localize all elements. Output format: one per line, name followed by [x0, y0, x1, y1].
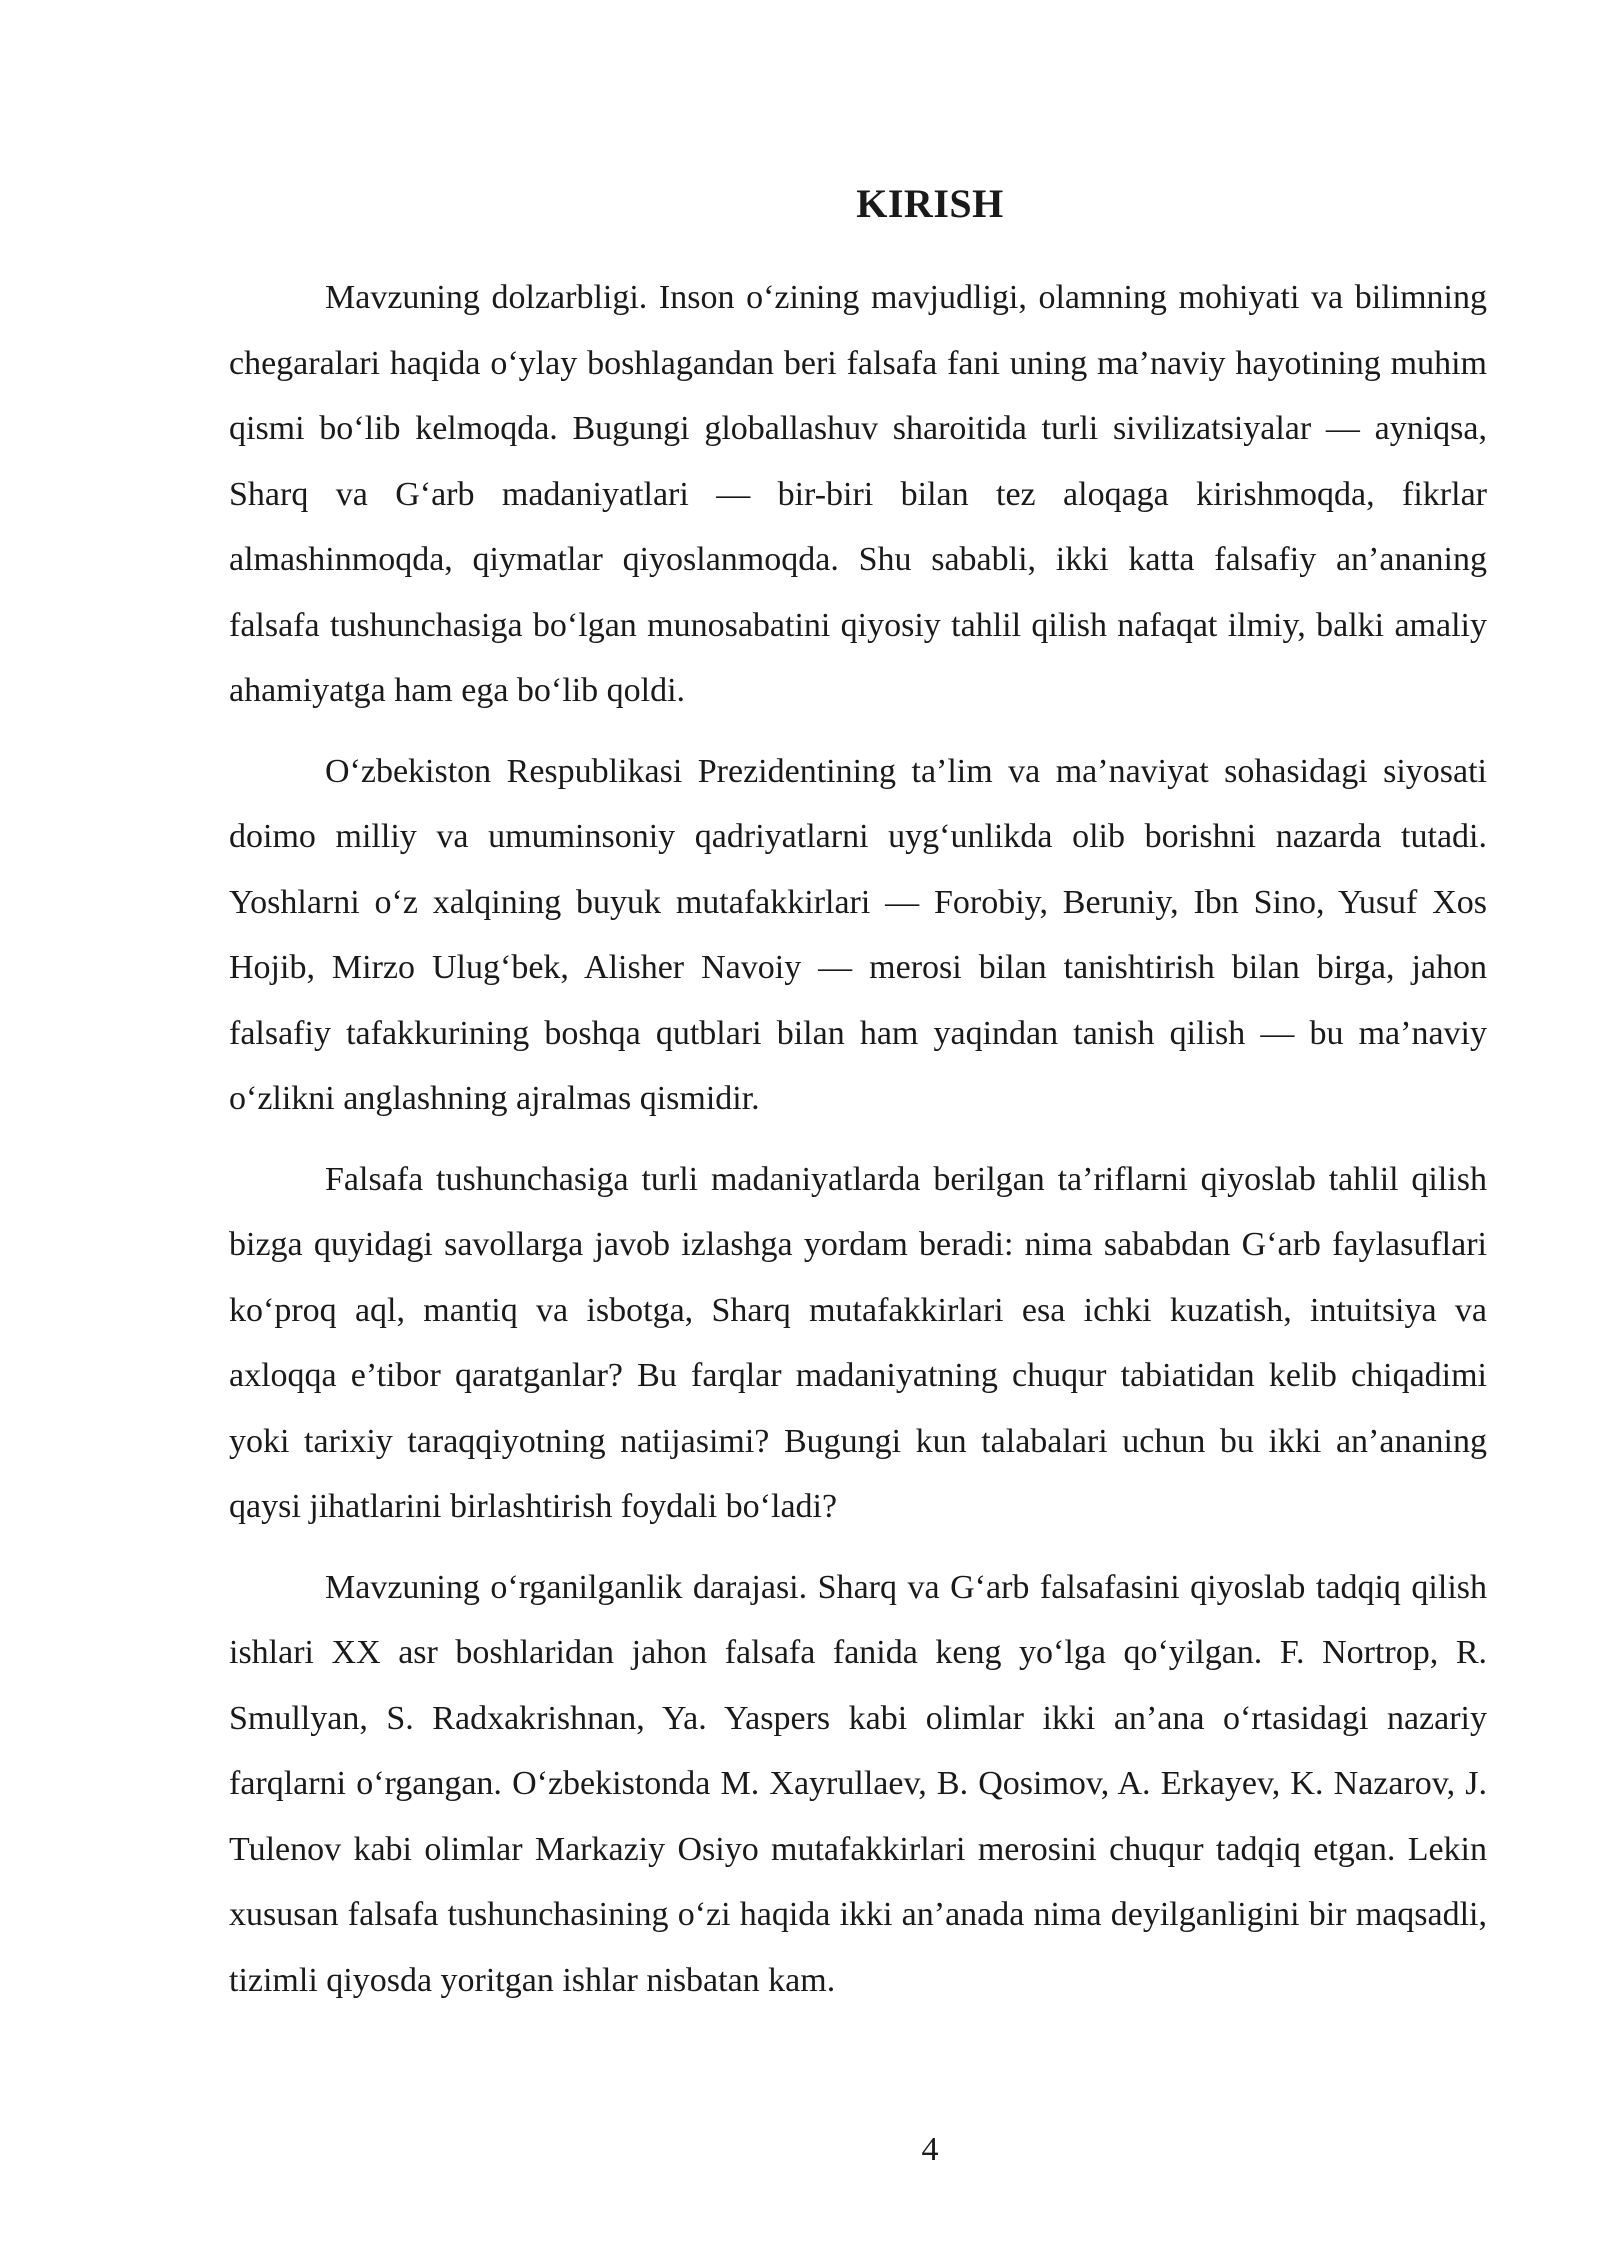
body-text	[229, 265, 1487, 2028]
section-heading: KIRISH	[856, 180, 1004, 226]
page-number: 4	[921, 2131, 939, 2168]
paragraph-education-policy: O‘zbekiston Respublikasi Prezidentining ta’lim va ma’naviyat sohasidagi siyosati doimo milliy va umuminsoniy qadriyatlarni uyg‘unlikda olib borishni nazarda tutadi. Yoshlarni o‘z xalqining buyuk mutafakkirlari — Forobiy, Beruniy, Ibn Sino, Yusuf Xos Hojib, Mirzo Ulug‘bek, Alisher Navoiy — merosi bilan tanishtirish bilan birga, jahon falsafiy tafakkurining boshqa qutblari bilan ham yaqindan tanish qilish — bu ma’naviy o‘zlikni anglashning ajralmas qismidir.	[229, 752, 1487, 1117]
paragraph-comparative-questions: Falsafa tushunchasiga turli madaniyatlarda berilgan ta’riflarni qiyoslab tahlil qilish bizga quyidagi savollarga javob izlashga yordam beradi: nima sababdan G‘arb faylasuflari ko‘proq aql, mantiq va isbotga, Sharq mutafakkirlari esa ichki kuzatish, intuitsiya va axloqqa e’tibor qaratganlar? Bu farqlar madaniyatning chuqur tabiatidan kelib chiqadimi yoki tarixiy taraqqiyotning natijasimi? Bugungi kun talabalari uchun bu ikki an’ananing qaysi jihatlarini birlashtirish foydali bo‘ladi?	[229, 1160, 1487, 1525]
paragraph-research-level: Mavzuning o‘rganilganlik darajasi. Sharq va G‘arb falsafasini qiyoslab tadqiq qilish ishlari XX asr boshlaridan jahon falsafa fanida keng yo‘lga qo‘yilgan. F. Nortrop, R. Smullyan, S. Radxakrishnan, Ya. Yaspers kabi olimlar ikki an’ana o‘rtasidagi nazariy farqlarni o‘rgangan. O‘zbekistonda M. Xayrullaev, B. Qosimov, A. Erkayev, K. Nazarov, J. Tulenov kabi olimlar Markaziy Osiyo mutafakkirlari merosini chuqur tadqiq etgan. Lekin xususan falsafa tushunchasining o‘zi haqida ikki an’anada nima deyilganligini bir maqsadli, tizimli qiyosda yoritgan ishlar nisbatan kam.	[229, 1568, 1487, 1999]
paragraph-topic-relevance: Mavzuning dolzarbligi. Inson o‘zining mavjudligi, olamning mohiyati va bilimning chegaralari haqida o‘ylay boshlagandan beri falsafa fani uning ma’naviy hayotining muhim qismi bo‘lib kelmoqda. Bugungi globallashuv sharoitida turli sivilizatsiyalar — ayniqsa, Sharq va G‘arb madaniyatlari — bir-biri bilan tez aloqaga kirishmoqda, fikrlar almashinmoqda, qiymatlar qiyoslanmoqda. Shu sababli, ikki katta falsafiy an’ananing falsafa tushunchasiga bo‘lgan munosabatini qiyosiy tahlil qilish nafaqat ilmiy, balki amaliy ahamiyatga ham ega bo‘lib qoldi.	[229, 279, 1487, 709]
